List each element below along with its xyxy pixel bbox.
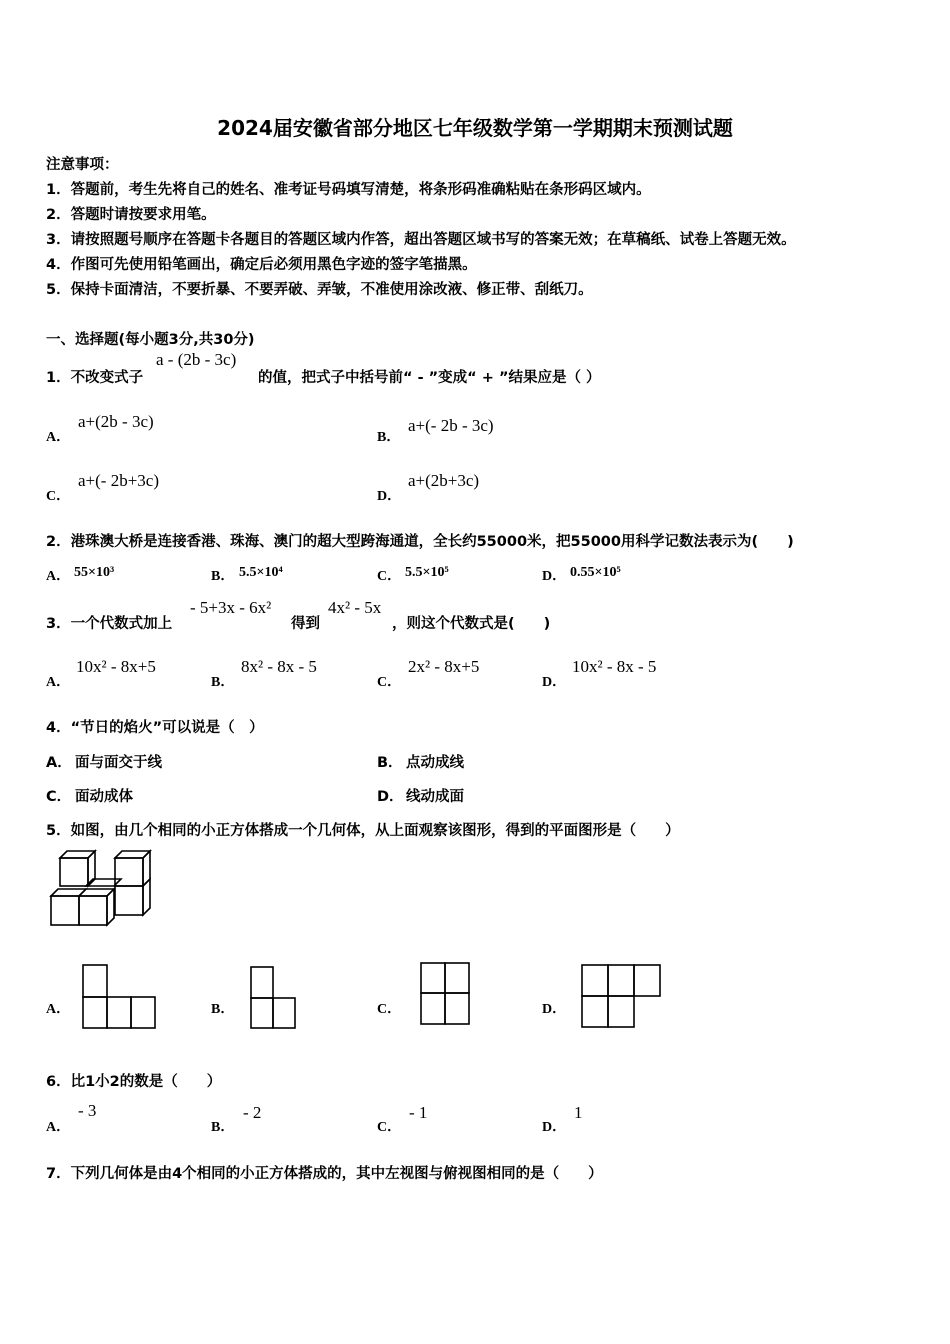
q1-option-b[interactable]: a+(- 2b - 3c) [408, 416, 494, 435]
notice-item-4: 4．作图可先使用铅笔画出，确定后必须用黑色字迹的签字笔描黑。 [46, 257, 477, 273]
q4-label-d: D． [377, 789, 404, 805]
q5-label-c: C． [377, 1002, 402, 1017]
q5-label-d: D． [542, 1002, 567, 1017]
q6-label-a: A． [46, 1120, 71, 1135]
q6-option-d[interactable]: 1 [574, 1103, 583, 1122]
q1-label-a: A． [46, 430, 71, 445]
q2-option-c[interactable]: 5.5×10⁵ [405, 565, 449, 580]
q4-option-c[interactable]: 面动成体 [75, 789, 133, 805]
q4-option-a[interactable]: 面与面交于线 [75, 755, 162, 771]
q6-label-c: C． [377, 1120, 402, 1135]
q6-label-d: D． [542, 1120, 567, 1135]
notice-item-2: 2．答题时请按要求用笔。 [46, 207, 216, 223]
q3-label-a: A． [46, 675, 71, 690]
q1-stem-pre: 1．不改变式子 [46, 370, 144, 386]
q7-stem: 7．下列几何体是由4个相同的小正方体搭成的，其中左视图与俯视图相同的是（ ） [46, 1166, 603, 1182]
notice-item-5: 5．保持卡面清洁，不要折暴、不要弄破、弄皱，不准使用涂改液、修正带、刮纸刀。 [46, 282, 593, 298]
q5-cube-figure [46, 848, 156, 928]
q5-label-b: B． [211, 1002, 235, 1017]
q2-label-b: B． [211, 569, 235, 584]
q3-stem-expr1: - 5+3x - 6x² [190, 598, 272, 617]
q2-label-c: C． [377, 569, 402, 584]
q4-label-a: A． [46, 755, 72, 771]
page-title: 2024届安徽省部分地区七年级数学第一学期期末预测试题 [217, 116, 733, 140]
notice-item-1: 1．答题前，考生先将自己的姓名、准考证号码填写清楚，将条形码准确粘贴在条形码区域内。 [46, 182, 651, 198]
q1-option-d[interactable]: a+(2b+3c) [408, 471, 480, 490]
q6-option-c[interactable]: - 1 [409, 1103, 428, 1122]
q2-stem: 2．港珠澳大桥是连接香港、珠海、澳门的超大型跨海通道，全长约55000米，把55000用科学记数法表示为( ) [46, 534, 794, 550]
q4-label-c: C． [46, 789, 72, 805]
q1-stem-expr: a - (2b - 3c) [156, 350, 237, 369]
q6-label-b: B． [211, 1120, 235, 1135]
q1-label-b: B． [377, 430, 401, 445]
q3-label-b: B． [211, 675, 235, 690]
notice-item-3: 3．请按照题号顺序在答题卡各题目的答题区域内作答，超出答题区域书写的答案无效；在草稿纸、试卷上答题无效。 [46, 232, 796, 248]
q5-option-b-shape[interactable] [250, 966, 298, 1030]
q2-option-b[interactable]: 5.5×10⁴ [239, 565, 283, 580]
q4-option-d[interactable]: 线动成面 [406, 789, 464, 805]
q3-label-d: D． [542, 675, 567, 690]
q3-option-a[interactable]: 10x² - 8x+5 [76, 657, 156, 676]
q3-stem-mid: 得到 [291, 616, 320, 632]
q6-stem: 6．比1小2的数是（ ） [46, 1074, 222, 1090]
q3-option-c[interactable]: 2x² - 8x+5 [408, 657, 480, 676]
q2-option-a[interactable]: 55×10³ [74, 565, 115, 580]
q1-option-c[interactable]: a+(- 2b+3c) [78, 471, 159, 490]
q5-stem: 5．如图，由几个相同的小正方体搭成一个几何体，从上面观察该图形，得到的平面图形是（ ） [46, 823, 680, 839]
q5-option-a-shape[interactable] [82, 964, 157, 1030]
q6-option-b[interactable]: - 2 [243, 1103, 262, 1122]
q2-label-a: A． [46, 569, 71, 584]
q3-option-b[interactable]: 8x² - 8x - 5 [241, 657, 317, 676]
notice-heading: 注意事项： [46, 157, 119, 173]
q3-label-c: C． [377, 675, 402, 690]
q5-option-d-shape[interactable] [581, 964, 663, 1030]
q4-stem: 4．“节日的焰火”可以说是（ ） [46, 720, 264, 736]
q1-label-d: D． [377, 489, 402, 504]
q4-label-b: B． [377, 755, 403, 771]
q1-label-c: C． [46, 489, 71, 504]
q6-option-a[interactable]: - 3 [78, 1101, 97, 1120]
q1-option-a[interactable]: a+(2b - 3c) [78, 412, 154, 431]
q2-option-d[interactable]: 0.55×10⁵ [570, 565, 621, 580]
q3-option-d[interactable]: 10x² - 8x - 5 [572, 657, 657, 676]
q3-stem-pre: 3．一个代数式加上 [46, 616, 173, 632]
q2-label-d: D． [542, 569, 567, 584]
q5-label-a: A． [46, 1002, 71, 1017]
q3-stem-post: ，则这个代数式是( ) [392, 616, 551, 632]
q1-stem-post: 的值，把式子中括号前“ - ”变成“ + ”结果应是（ ） [258, 370, 601, 386]
q5-option-c-shape[interactable] [420, 962, 472, 1026]
q4-option-b[interactable]: 点动成线 [406, 755, 464, 771]
section-heading: 一、选择题(每小题3分,共30分) [46, 332, 255, 348]
q3-stem-expr2: 4x² - 5x [328, 598, 382, 617]
